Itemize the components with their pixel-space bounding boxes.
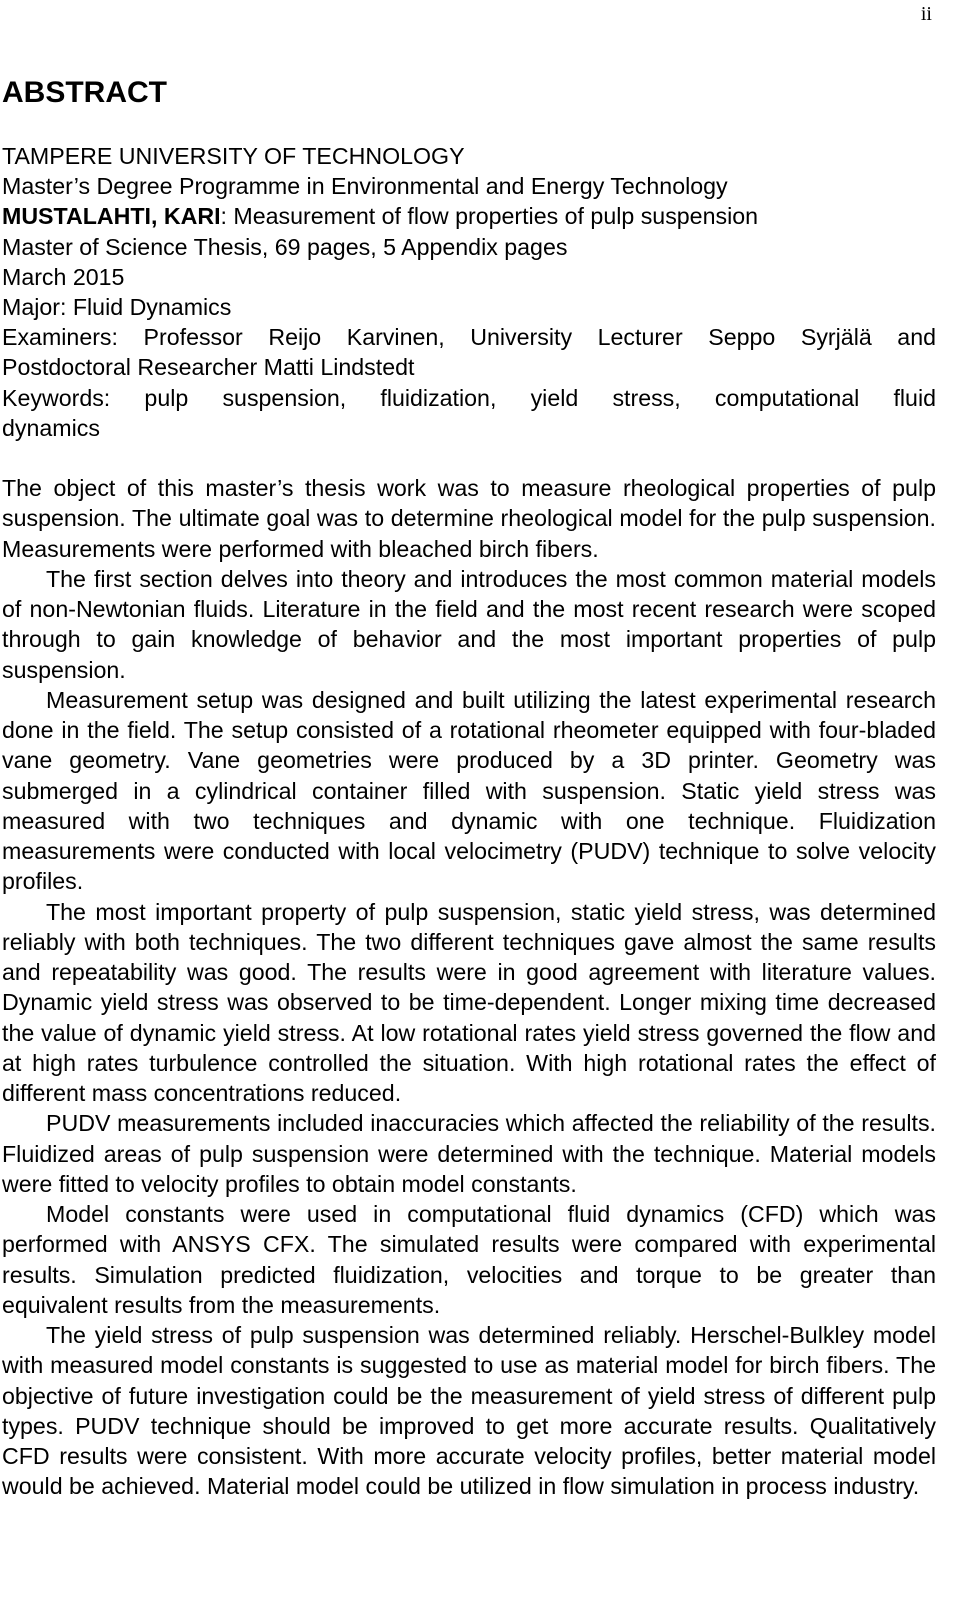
degree-programme: Master’s Degree Programme in Environmental and Energy Technology [2, 173, 728, 200]
keywords-line-1: Keywords: pulp suspension, fluidization, yield stress, computational fluid [2, 384, 936, 411]
abstract-paragraph: The object of this master’s thesis work was to measure rheological properties of pulp suspension. The ultimate goal was to determine rheological model for the pulp suspension. Measurements were performed with bleached birch fibers. [2, 475, 936, 562]
abstract-paragraph: Measurement setup was designed and built utilizing the latest experimental research done in the field. The setup consisted of a rotational rheometer equipped with four-bladed vane geometry. Vane geometries were produced by a 3D printer. Geometry was submerged in a cylindrical container filled with suspension. Static yield stress was measured with two techniques and dynamic with one technique. Fluidization measurements were conducted with local velocimetry (PUDV) technique to solve velocity profiles. [2, 686, 936, 895]
abstract-heading: ABSTRACT [2, 76, 167, 109]
author-title-line [2, 201, 936, 231]
thesis-metadata [2, 141, 936, 443]
thesis-info: Master of Science Thesis, 69 pages, 5 Appendix pages [2, 233, 568, 260]
abstract-paragraph: The yield stress of pulp suspension was determined reliably. Herschel-Bulkley model with measured model constants is suggested to use as material model for birch fibers. The objective of future investigation could be the measurement of yield stress of different pulp types. PUDV technique should be improved to get more accurate results. Qualitatively CFD results were consistent. With more accurate velocity profiles, better material model would be achieved. Material model could be utilized in flow simulation in process industry. [2, 1322, 936, 1500]
page-number: ii [920, 3, 932, 25]
thesis-major: Major: Fluid Dynamics [2, 294, 232, 321]
examiners-line-1: Examiners: Professor Reijo Karvinen, University Lecturer Seppo Syrjälä and [2, 324, 936, 351]
abstract-paragraph: The first section delves into theory and introduces the most common material models of non-Newtonian fluids. Literature in the field and the most recent research were scoped through to gain knowledge of behavior and the most important properties of pulp suspension. [2, 565, 936, 683]
author-name: MUSTALAHTI, KARI [2, 203, 221, 230]
thesis-date: March 2015 [2, 263, 125, 290]
abstract-paragraph: The most important property of pulp suspension, static yield stress, was determined reliably with both techniques. The two different techniques gave almost the same results and repeatability was good. The results were in good agreement with literature values. Dynamic yield stress was observed to be time-dependent. Longer mixing time decreased the value of dynamic yield stress. At low rotational rates yield stress governed the flow and at high rates turbulence controlled the situation. With high rotational rates the effect of different mass concentrations reduced. [2, 898, 936, 1106]
keywords-line-2: dynamics [2, 414, 100, 441]
examiners-line-2: Postdoctoral Researcher Matti Lindstedt [2, 354, 415, 381]
abstract-body [2, 473, 936, 1502]
university-name: TAMPERE UNIVERSITY OF TECHNOLOGY [2, 143, 465, 169]
abstract-paragraph: PUDV measurements included inaccuracies which affected the reliability of the results. Fluidized areas of pulp suspension were determined with the technique. Material models were fitted to velocity profiles to obtain model constants. [2, 1110, 936, 1197]
thesis-title: : Measurement of flow properties of pulp suspension [220, 203, 759, 230]
abstract-paragraph: Model constants were used in computational fluid dynamics (CFD) which was performed with ANSYS CFX. The simulated results were compared with experimental results. Simulation predicted fluidization, velocities and torque to be greater than equivalent results from the measurements. [2, 1201, 936, 1318]
